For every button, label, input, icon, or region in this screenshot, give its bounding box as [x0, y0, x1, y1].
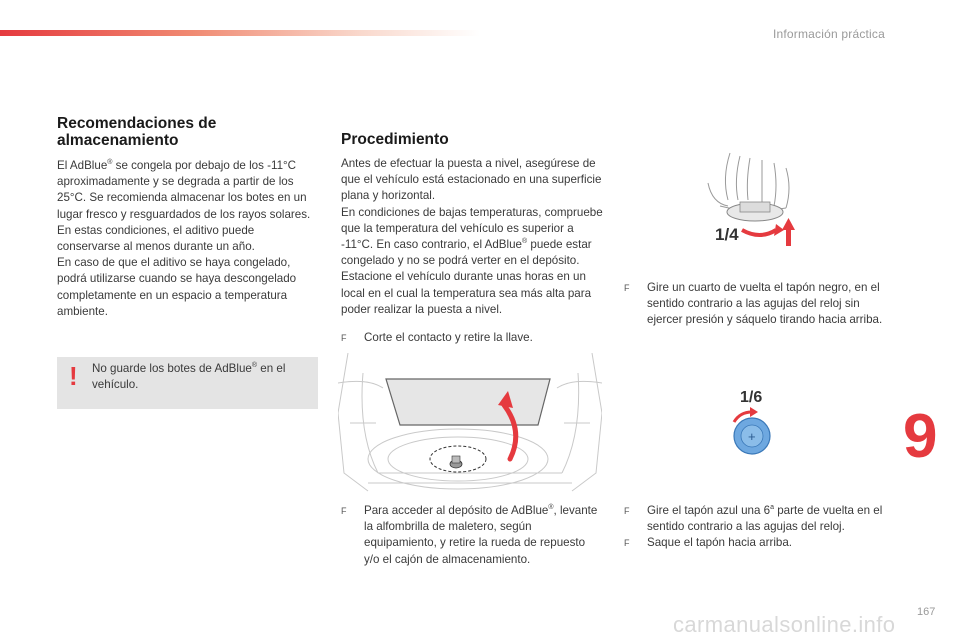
pull-up-arrow-icon	[786, 228, 791, 246]
procedure-title: Procedimiento	[341, 131, 449, 148]
section-title: Información práctica	[772, 27, 885, 41]
step-3: F Gire un cuarto de vuelta el tapón negro, en el sentido contrario a las agujas del reloj sin ejercer presión y sáquelo tirando hacia arriba.	[624, 280, 888, 329]
storage-column	[57, 115, 319, 320]
sixth-turn-label: 1/6	[740, 389, 763, 406]
procedure-intro-2: En condiciones de bajas temperaturas, compruebe que la temperatura del vehículo es superior a -11°C. En caso contrario, el AdBlue® puede estar congelado y no se podrá verter en el depósito. Estacione el vehículo durante unas horas en un local en el cual la temperatura sea más alta para poder realizar la puesta a nivel.	[341, 205, 603, 316]
procedure-intro-1: Antes de efectuar la puesta a nivel, asegúrese de que el vehículo está estacionado en una superficie plana y horizontal.	[341, 157, 602, 203]
storage-title: Recomendaciones de almacenamiento	[57, 115, 217, 149]
warning-note	[57, 357, 318, 409]
bullet-icon: F	[624, 506, 630, 516]
cap-plus-symbol: +	[748, 429, 756, 444]
warning-text: No guarde los botes de AdBlue® en el vehículo.	[92, 362, 286, 392]
step-4: F Gire el tapón azul una 6$^a$ parte de vuelta en el sentido contrario a las agujas del reloj.	[624, 503, 888, 535]
storage-paragraph-2: En estas condiciones, el aditivo puede conservarse al menos durante un año.	[57, 223, 255, 254]
bullet-icon: F	[341, 333, 347, 344]
trunk-illustration	[338, 353, 602, 493]
bullet-icon: F	[341, 506, 347, 516]
black-cap-illustration	[700, 148, 810, 253]
trunk-floor-mat	[386, 379, 550, 425]
chapter-number: 9	[903, 402, 938, 471]
page-number: 167	[917, 606, 936, 618]
step-1: F Corte el contacto y retire la llave.	[341, 330, 603, 346]
step-5: F Saque el tapón hacia arriba.	[624, 535, 888, 551]
warning-icon: !	[69, 361, 78, 391]
procedure-column	[341, 131, 603, 346]
rotate-arrow-icon	[742, 230, 776, 235]
blue-cap-illustration	[720, 384, 800, 464]
bullet-icon: F	[624, 538, 630, 549]
watermark: carmanualsonline.info	[673, 612, 896, 637]
steps-4-5	[624, 503, 888, 552]
header-accent-bar	[0, 30, 480, 36]
quarter-turn-label: 1/4	[715, 225, 739, 244]
storage-paragraph-3: En caso de que el aditivo se haya congelado, podrá utilizarse cuando se haya descongelado completamente en un espacio a temperatura ambiente.	[57, 256, 297, 318]
storage-paragraph-1: El AdBlue® se congela por debajo de los -11°C aproximadamente y se degrada a partir de los 25°C. Se recomienda almacenar los botes en un lugar fresco y resguardados de los rayos solares.	[57, 159, 311, 221]
bullet-icon: F	[624, 283, 630, 293]
step-2: F Para acceder al depósito de AdBlue®, levante la alfombrilla de maletero, según equipamiento, y retire la rueda de repuesto y/o el cajón de almacenamiento.	[341, 503, 603, 568]
